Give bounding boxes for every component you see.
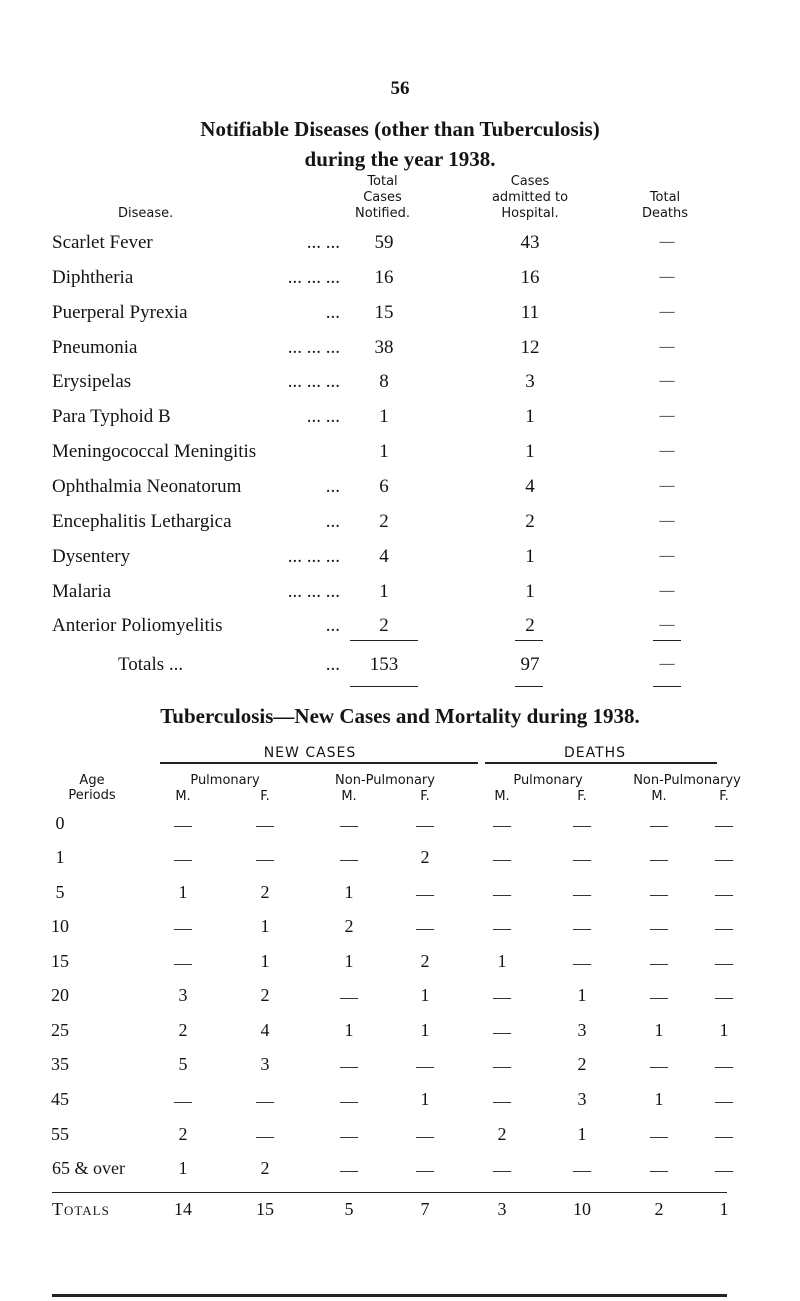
totals-value: 15: [256, 1199, 274, 1219]
cell-value: 1: [420, 1089, 430, 1109]
dot-leader: ...: [325, 302, 340, 323]
disease-name: Para Typhoid B: [52, 406, 171, 427]
female-header: F.: [719, 789, 729, 804]
total-deaths: —: [659, 548, 675, 564]
cell-value: 1: [260, 916, 270, 936]
sum-rule: [653, 640, 681, 641]
total-deaths: —: [659, 513, 675, 529]
cell-value: —: [340, 815, 358, 835]
cell-value: 1: [178, 882, 188, 902]
cell-value: —: [573, 815, 591, 835]
header-line: Deaths: [641, 206, 689, 221]
cell-value: —: [340, 1056, 358, 1076]
female-header: F.: [260, 789, 270, 804]
cell-value: —: [416, 1160, 434, 1180]
cases-notified: 1: [379, 406, 389, 427]
disease-name: Erysipelas: [52, 371, 132, 392]
age-period: 0: [55, 813, 65, 833]
cell-value: 3: [260, 1054, 270, 1074]
total-deaths: —: [659, 373, 675, 389]
cases-notified: 16: [374, 267, 394, 288]
total-deaths: —: [659, 443, 675, 459]
age-periods-header: [52, 773, 132, 803]
dot-leader: ... ...: [306, 232, 340, 253]
header-line: Cases: [510, 174, 550, 189]
cell-value: 1: [719, 1020, 729, 1040]
cases-hospital: 3: [525, 371, 535, 392]
disease-name: Anterior Poliomyelitis: [52, 615, 223, 636]
dot-leader: ...: [325, 476, 340, 497]
male-header: M.: [341, 789, 357, 804]
cell-value: —: [256, 815, 274, 835]
sum-rule: [515, 686, 543, 687]
cell-value: —: [493, 849, 511, 869]
dot-leader: ...: [325, 654, 340, 675]
cases-hospital: 1: [525, 546, 535, 567]
sum-rule: [653, 686, 681, 687]
header-line: Notified.: [355, 206, 410, 221]
totals-value: 7: [420, 1199, 430, 1219]
cases-notified: 2: [379, 615, 389, 636]
cases-hospital: 2: [525, 511, 535, 532]
cell-value: 2: [178, 1124, 188, 1144]
disease-name: Puerperal Pyrexia: [52, 302, 188, 323]
cell-value: —: [573, 918, 591, 938]
cell-value: —: [573, 1160, 591, 1180]
cell-value: 1: [344, 1020, 354, 1040]
cases-hospital: 1: [525, 441, 535, 462]
header-line: Cases: [363, 190, 402, 205]
cell-value: —: [416, 815, 434, 835]
dot-leader: ... ... ...: [287, 581, 340, 602]
age-period: 45: [51, 1089, 69, 1109]
cases-notified: 38: [374, 337, 394, 358]
cell-value: 2: [178, 1020, 188, 1040]
disease-name: Scarlet Fever: [52, 232, 153, 253]
totals-value: 2: [654, 1199, 664, 1219]
disease-name: Dysentery: [52, 546, 131, 567]
cell-value: —: [256, 1126, 274, 1146]
cell-value: —: [715, 1056, 733, 1076]
cell-value: —: [715, 849, 733, 869]
cell-value: —: [493, 918, 511, 938]
cases-hospital: 12: [520, 337, 540, 358]
cell-value: —: [650, 953, 668, 973]
cell-value: 1: [654, 1089, 664, 1109]
sum-rule: [350, 640, 418, 641]
totals-rule: [52, 1192, 727, 1193]
cases-notified: 59: [374, 232, 394, 253]
total-deaths: —: [659, 234, 675, 250]
totals-deaths: —: [659, 656, 675, 672]
total-deaths: —: [659, 617, 675, 633]
cell-value: 1: [420, 1020, 430, 1040]
deaths-non-pulmonary-header: Non-Pulmonaryy: [633, 773, 741, 788]
cell-value: —: [416, 1126, 434, 1146]
notifiable-title-line1: Notifiable Diseases (other than Tuberculosis): [200, 117, 600, 141]
header-line: Periods: [68, 788, 116, 803]
tuberculosis-title: Tuberculosis—New Cases and Mortality during 1938.: [160, 704, 640, 728]
cell-value: —: [573, 953, 591, 973]
totals-label: Totals ...: [118, 654, 184, 675]
cases-hospital: 43: [520, 232, 540, 253]
deaths-pulmonary-header: Pulmonary: [513, 773, 583, 788]
cases-hospital: 1: [525, 581, 535, 602]
new-cases-group: NEW CASES: [263, 745, 357, 761]
cell-value: 1: [577, 1124, 587, 1144]
cell-value: —: [340, 1126, 358, 1146]
cell-value: 5: [178, 1054, 188, 1074]
female-header: F.: [420, 789, 430, 804]
cases-notified: 15: [374, 302, 394, 323]
age-period: 25: [51, 1020, 69, 1040]
cell-value: 1: [654, 1020, 664, 1040]
cell-value: 3: [577, 1089, 587, 1109]
cell-value: —: [416, 1056, 434, 1076]
cell-value: 1: [344, 951, 354, 971]
disease-name: Ophthalmia Neonatorum: [52, 476, 242, 497]
sum-rule: [515, 640, 543, 641]
cell-value: —: [715, 1160, 733, 1180]
new-cases-brace: [160, 762, 478, 772]
female-header: F.: [577, 789, 587, 804]
cases-notified: 8: [379, 371, 389, 392]
deaths-group: DEATHS: [563, 745, 627, 761]
cases-hospital: 11: [520, 302, 540, 323]
male-header: M.: [494, 789, 510, 804]
cell-value: 1: [260, 951, 270, 971]
dot-leader: ...: [325, 511, 340, 532]
bottom-rule: [52, 1294, 727, 1297]
cell-value: 1: [577, 985, 587, 1005]
cell-value: 2: [497, 1124, 507, 1144]
disease-name: Malaria: [52, 581, 112, 602]
cell-value: —: [650, 987, 668, 1007]
cell-value: 2: [260, 985, 270, 1005]
cases-hospital: 1: [525, 406, 535, 427]
age-period: 55: [51, 1124, 69, 1144]
totals-value: 14: [174, 1199, 192, 1219]
cases-hospital: 2: [525, 615, 535, 636]
cell-value: —: [174, 815, 192, 835]
cell-value: —: [493, 815, 511, 835]
totals-value: 3: [497, 1199, 507, 1219]
male-header: M.: [175, 789, 191, 804]
cases-notified: 6: [379, 476, 389, 497]
totals-notified: 153: [369, 654, 399, 675]
male-header: M.: [651, 789, 667, 804]
cell-value: —: [340, 1160, 358, 1180]
cell-value: —: [573, 884, 591, 904]
cell-value: —: [715, 987, 733, 1007]
cell-value: —: [340, 987, 358, 1007]
header-line: Hospital.: [501, 206, 559, 221]
cases-notified: 4: [379, 546, 389, 567]
total-deaths: —: [659, 304, 675, 320]
dot-leader: ...: [325, 615, 340, 636]
disease-name: Pneumonia: [52, 337, 138, 358]
age-period: 5: [55, 882, 65, 902]
cases-notified: 1: [379, 581, 389, 602]
disease-name: Diphtheria: [52, 267, 134, 288]
age-period: 20: [51, 985, 69, 1005]
cell-value: —: [493, 1160, 511, 1180]
dot-leader: ... ... ...: [287, 546, 340, 567]
disease-header: Disease.: [118, 206, 174, 221]
cell-value: —: [493, 987, 511, 1007]
admitted-header: [470, 174, 590, 222]
page-number: 56: [390, 78, 410, 99]
age-period: 1: [55, 847, 65, 867]
cell-value: —: [416, 918, 434, 938]
cell-value: —: [650, 849, 668, 869]
total-deaths: —: [659, 269, 675, 285]
dot-leader: ... ... ...: [287, 371, 340, 392]
cell-value: —: [650, 884, 668, 904]
cases-notified: 2: [379, 511, 389, 532]
totals-label: Totals: [52, 1199, 110, 1219]
cell-value: —: [573, 849, 591, 869]
dot-leader: ... ... ...: [287, 337, 340, 358]
cell-value: —: [493, 884, 511, 904]
cases-notified: 1: [379, 441, 389, 462]
cell-value: —: [493, 1022, 511, 1042]
age-period: 10: [51, 916, 69, 936]
age-period: 15: [51, 951, 69, 971]
cell-value: —: [715, 953, 733, 973]
cell-value: —: [493, 1056, 511, 1076]
cell-value: —: [416, 884, 434, 904]
cell-value: 2: [420, 847, 430, 867]
totals-value: 10: [573, 1199, 591, 1219]
cell-value: 1: [497, 951, 507, 971]
new-non-pulmonary-header: Non-Pulmonary: [335, 773, 435, 788]
cell-value: 1: [420, 985, 430, 1005]
age-period: 65 & over: [52, 1158, 125, 1178]
total-deaths: —: [659, 583, 675, 599]
sum-rule: [350, 686, 418, 687]
cell-value: —: [174, 1091, 192, 1111]
deaths-header: [625, 190, 705, 222]
total-deaths: —: [659, 339, 675, 355]
cell-value: —: [340, 849, 358, 869]
cases-hospital: 4: [525, 476, 535, 497]
cell-value: —: [650, 918, 668, 938]
cell-value: 1: [178, 1158, 188, 1178]
new-pulmonary-header: Pulmonary: [190, 773, 260, 788]
dot-leader: ... ...: [306, 406, 340, 427]
dot-leader: ... ... ...: [287, 267, 340, 288]
deaths-brace: [485, 762, 717, 772]
cell-value: —: [174, 849, 192, 869]
cell-value: 2: [420, 951, 430, 971]
cell-value: 3: [178, 985, 188, 1005]
notifiable-title-line2: during the year 1938.: [304, 147, 496, 171]
cell-value: —: [715, 1126, 733, 1146]
cell-value: —: [650, 1160, 668, 1180]
cell-value: —: [174, 918, 192, 938]
cell-value: —: [715, 1091, 733, 1111]
cell-value: 2: [260, 882, 270, 902]
cell-value: 3: [577, 1020, 587, 1040]
cell-value: 2: [260, 1158, 270, 1178]
age-period: 35: [51, 1054, 69, 1074]
cell-value: —: [256, 1091, 274, 1111]
cell-value: —: [715, 884, 733, 904]
totals-value: 5: [344, 1199, 354, 1219]
header-line: Age: [79, 773, 105, 788]
total-deaths: —: [659, 478, 675, 494]
cell-value: —: [174, 953, 192, 973]
totals-hospital: 97: [520, 654, 540, 675]
cell-value: 1: [344, 882, 354, 902]
cell-value: —: [650, 1126, 668, 1146]
total-cases-header: [335, 174, 430, 222]
cell-value: —: [493, 1091, 511, 1111]
cell-value: —: [650, 815, 668, 835]
header-line: admitted to: [491, 190, 569, 205]
cell-value: 2: [344, 916, 354, 936]
total-deaths: —: [659, 408, 675, 424]
cell-value: —: [650, 1056, 668, 1076]
cell-value: —: [256, 849, 274, 869]
cell-value: 4: [260, 1020, 270, 1040]
cell-value: 2: [577, 1054, 587, 1074]
disease-name: Encephalitis Lethargica: [52, 511, 232, 532]
header-line: Total: [367, 174, 398, 189]
totals-value: 1: [719, 1199, 729, 1219]
cell-value: —: [715, 918, 733, 938]
cell-value: —: [715, 815, 733, 835]
header-line: Total: [649, 190, 681, 205]
cases-hospital: 16: [520, 267, 540, 288]
disease-name: Meningococcal Meningitis: [52, 441, 257, 462]
cell-value: —: [340, 1091, 358, 1111]
